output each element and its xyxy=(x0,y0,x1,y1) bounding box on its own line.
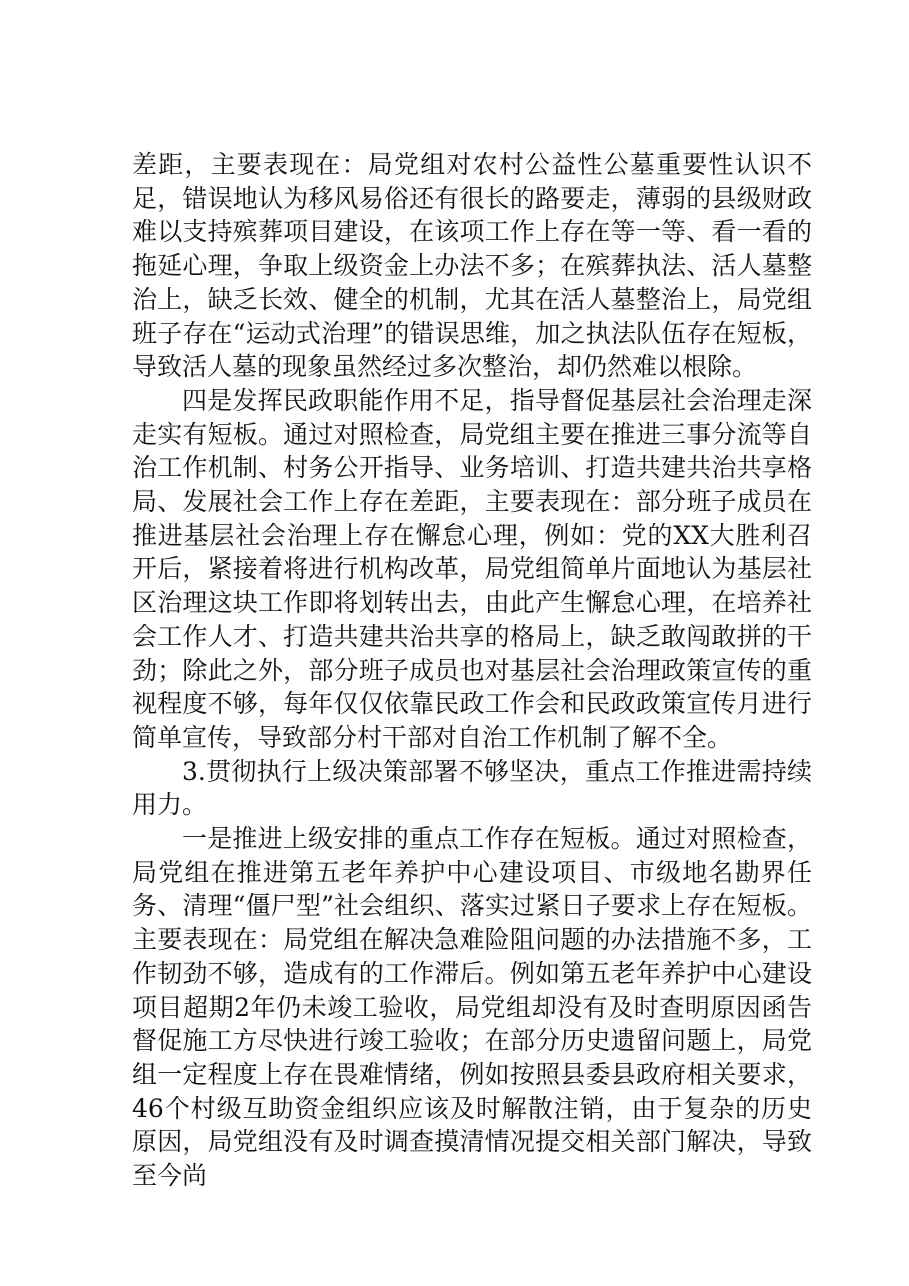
paragraph-4: 一是推进上级安排的重点工作存在短板。通过对照检查，局党组在推进第五老年养护中心建设项目、市级地名勘界任务、清理“僵尸型”社会组织、落实过紧日子要求上存在短板。主要表现在：局党组在解决急难险阻问题的办法措施不多，工作韧劲不够，造成有的工作滞后。例如第五老年养护中心建设项目超期2年仍未竣工验收，局党组却没有及时查明原因函告督促施工方尽快进行竣工验收；在部分历史遗留问题上，局党组一定程度上存在畏难情绪，例如按照县委县政府相关要求，46个村级互助资金组织应该及时解散注销，由于复杂的历史原因，局党组没有及时调查摸清情况提交相关部门解决，导致至今尚 xyxy=(132,824,812,1191)
paragraph-2: 四是发挥民政职能作用不足，指导督促基层社会治理走深走实有短板。通过对照检查，局党组主要在推进三事分流等自治工作机制、村务公开指导、业务培训、打造共建共治共享格局、发展社会工作上存在差距，主要表现在：部分班子成员在推进基层社会治理上存在懈怠心理，例如：党的XX大胜利召开后，紧接着将进行机构改革，局党组简单片面地认为基层社区治理这块工作即将划转出去，由此产生懈怠心理，在培养社会工作人才、打造共建共治共享的格局上，缺乏敢闯敢拼的干劲；除此之外，部分班子成员也对基层社会治理政策宣传的重视程度不够，每年仅仅依靠民政工作会和民政政策宣传月进行简单宣传，导致部分村干部对自治工作机制了解不全。 xyxy=(132,385,812,752)
paragraph-3-heading: 3.贯彻执行上级决策部署不够坚决，重点工作推进需持续用力。 xyxy=(132,756,812,820)
paragraph-1: 差距，主要表现在：局党组对农村公益性公墓重要性认识不足，错误地认为移风易俗还有很长的路要走，薄弱的县级财政难以支持殡葬项目建设，在该项工作上存在等一等、看一看的拖延心理，争取上级资金上办法不多；在殡葬执法、活人墓整治上，缺乏长效、健全的机制，尤其在活人墓整治上，局党组班子存在“运动式治理”的错误思维，加之执法队伍存在短板，导致活人墓的现象虽然经过多次整治，却仍然难以根除。 xyxy=(132,150,812,382)
document-body xyxy=(132,148,812,1193)
